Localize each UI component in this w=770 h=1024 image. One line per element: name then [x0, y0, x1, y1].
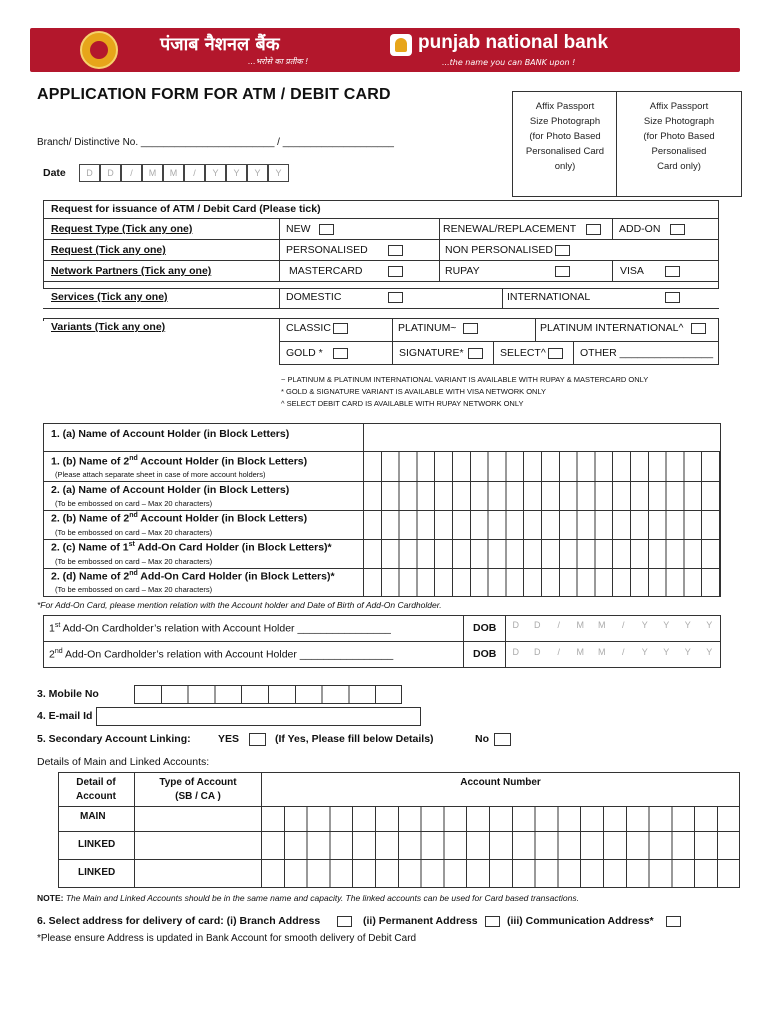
checkbox-branch-address[interactable] [337, 916, 352, 927]
checkbox-visa[interactable] [665, 266, 680, 277]
emboss-note: (To be embossed on card – Max 20 characters) [55, 585, 213, 594]
photo-box-2: Affix Passport Size Photograph (for Photo Based Personalised Card only) [643, 101, 715, 172]
opt-signature-label: SIGNATURE* [399, 347, 464, 359]
checkbox-classic[interactable] [333, 323, 348, 334]
opt-mastercard-label: MASTERCARD [289, 265, 363, 277]
variant-notes: ~ PLATINUM & PLATINUM INTERNATIONAL VARIANT IS AVAILABLE WITH RUPAY & MASTERCARD ONLY * GOLD & SIGNATURE VARIANT IS AVAILABLE WITH VISA NETWORK ONLY ^ SELECT DEBIT CARD IS AVAILABLE WITH RUPAY NETWORK ONLY [281, 375, 649, 408]
row-linked-label: LINKED [78, 839, 116, 850]
name-2a-label: 2. (a) Name of Account Holder (in Block Letters) [51, 484, 290, 496]
checkbox-platinum-intl[interactable] [691, 323, 706, 334]
opt-platinum-intl-label: PLATINUM INTERNATIONAL^ [540, 322, 684, 334]
photo-box-1: Affix Passport Size Photograph (for Photo Based Personalised Card only) [525, 101, 605, 172]
request-type-label: Request Type (Tick any one) [51, 223, 193, 235]
opt-gold-label: GOLD * [286, 347, 323, 359]
yes-label: YES [218, 733, 240, 745]
opt-rupay-label: RUPAY [445, 265, 480, 277]
opt-select-label: SELECT^ [500, 347, 546, 359]
row-linked-label: LINKED [78, 867, 116, 878]
form-title: APPLICATION FORM FOR ATM / DEBIT CARD [37, 86, 391, 103]
card-request-section [43, 200, 719, 368]
checkbox-yes[interactable] [249, 733, 266, 746]
services-label: Services (Tick any one) [51, 291, 168, 303]
name-1b-label: 1. (b) Name of 2nd Account Holder (in Block Letters) [51, 455, 308, 468]
mobile-input-boxes[interactable] [134, 685, 402, 704]
secondary-linking-label: 5. Secondary Account Linking: [37, 733, 191, 745]
opt-addon-label: ADD-ON [619, 223, 661, 235]
name-2d-label: 2. (d) Name of 2nd Add-On Card Holder (in Block Letters)* [51, 570, 335, 583]
col-number-header: Account Number [460, 777, 541, 788]
checkbox-platinum[interactable] [463, 323, 478, 334]
branch-field[interactable]: Branch/ Distinctive No. ________________________ / ____________________ [37, 137, 394, 148]
checkbox-communication-address[interactable] [666, 916, 681, 927]
col-type-header: Type of Account (SB / CA ) [159, 777, 237, 802]
checkbox-select[interactable] [548, 348, 563, 359]
bank-header-banner [30, 28, 740, 72]
checkbox-rupay[interactable] [555, 266, 570, 277]
checkbox-gold[interactable] [333, 348, 348, 359]
checkbox-signature[interactable] [468, 348, 483, 359]
checkbox-domestic[interactable] [388, 292, 403, 303]
mobile-label: 3. Mobile No [37, 688, 99, 700]
opt-visa-label: VISA [620, 265, 644, 277]
delivery-note: *Please ensure Address is updated in Bank Account for smooth delivery of Debit Card [37, 933, 417, 944]
bank-name-hindi: पंजाब नैशनल बैंक [160, 34, 280, 55]
addon-1-relation-field[interactable]: 1st Add-On Cardholder’s relation with Account Holder ________________ [49, 622, 391, 635]
bank-tagline-english: ...the name you can BANK upon ! [442, 58, 576, 67]
checkbox-new[interactable] [319, 224, 334, 235]
checkbox-international[interactable] [665, 292, 680, 303]
opt-new-label: NEW [286, 223, 311, 235]
second-holder-char-grid[interactable] [363, 451, 721, 481]
checkbox-renewal[interactable] [586, 224, 601, 235]
account-number-grid[interactable] [261, 806, 740, 888]
bank-emblem-logo [80, 31, 118, 69]
checkbox-permanent-address[interactable] [485, 916, 500, 927]
addon-relation-section [43, 615, 721, 669]
row-main-label: MAIN [80, 811, 106, 822]
addon-2-relation-field[interactable]: 2nd Add-On Cardholder’s relation with Account Holder ________________ [49, 648, 394, 661]
accounts-note: NOTE: The Main and Linked Accounts should be in the same name and capacity. The linked accounts can be used for Card based transactions. [37, 893, 579, 903]
name-2c-label: 2. (c) Name of 1st Add-On Card Holder (in Block Letters)* [51, 541, 332, 554]
emboss-note: (To be embossed on card – Max 20 characters) [55, 499, 213, 508]
checkbox-mastercard[interactable] [388, 266, 403, 277]
accounts-heading: Details of Main and Linked Accounts: [37, 756, 210, 768]
dob-1-label: DOB [473, 622, 497, 634]
photo-area [512, 91, 742, 197]
opt-renewal-label: RENEWAL/REPLACEMENT [443, 223, 577, 235]
accounts-table [58, 772, 740, 888]
name-1b-note: (Please attach separate sheet in case of more account holders) [55, 470, 266, 479]
permanent-address-label: (ii) Permanent Address [363, 915, 478, 927]
email-input[interactable] [96, 707, 421, 726]
communication-address-label: (iii) Communication Address* [507, 915, 654, 927]
name-2b-label: 2. (b) Name of 2nd Account Holder (in Block Letters) [51, 512, 308, 525]
names-section [43, 423, 721, 597]
opt-domestic-label: DOMESTIC [286, 291, 342, 303]
bank-tagline-hindi: ...भरोसे का प्रतीक ! [248, 57, 309, 66]
email-label: 4. E-mail Id [37, 710, 93, 722]
opt-international-label: INTERNATIONAL [507, 291, 591, 303]
addon-note: *For Add-On Card, please mention relation with the Account holder and Date of Birth of Add-On Cardholder. [37, 600, 442, 610]
dob-1-input-boxes[interactable]: D D / M M / Y Y Y Y [512, 620, 713, 630]
if-yes-label: (If Yes, Please fill below Details) [275, 733, 434, 745]
delivery-label: 6. Select address for delivery of card: (i) Branch Address [37, 915, 321, 927]
checkbox-addon[interactable] [670, 224, 685, 235]
dob-2-label: DOB [473, 648, 497, 660]
opt-non-personalised-label: NON PERSONALISED [445, 244, 553, 256]
date-input-boxes[interactable]: D D / M M / Y Y Y Y [79, 164, 289, 182]
emboss-note: (To be embossed on card – Max 20 characters) [55, 557, 213, 566]
network-label: Network Partners (Tick any one) [51, 265, 212, 277]
checkbox-non-personalised[interactable] [555, 245, 570, 256]
date-label: Date [43, 167, 66, 179]
checkbox-no[interactable] [494, 733, 511, 746]
no-label: No [475, 733, 489, 745]
bank-name-english: punjab national bank [418, 32, 609, 53]
card-section-heading: Request for issuance of ATM / Debit Card (Please tick) [51, 203, 321, 215]
pnb-logo-icon [390, 34, 412, 56]
request-label: Request (Tick any one) [51, 244, 166, 256]
emboss-note: (To be embossed on card – Max 20 characters) [55, 528, 213, 537]
col-detail-header: Detail of Account [76, 777, 116, 802]
variants-label: Variants (Tick any one) [51, 321, 166, 333]
opt-platinum-label: PLATINUM~ [398, 322, 457, 334]
checkbox-personalised[interactable] [388, 245, 403, 256]
name-1a-label: 1. (a) Name of Account Holder (in Block Letters) [51, 428, 290, 440]
opt-personalised-label: PERSONALISED [286, 244, 368, 256]
opt-classic-label: CLASSIC [286, 322, 331, 334]
dob-2-input-boxes[interactable]: D D / M M / Y Y Y Y [512, 647, 713, 657]
name-char-grid[interactable] [363, 481, 721, 597]
opt-other-field[interactable]: OTHER ________________ [580, 347, 714, 359]
